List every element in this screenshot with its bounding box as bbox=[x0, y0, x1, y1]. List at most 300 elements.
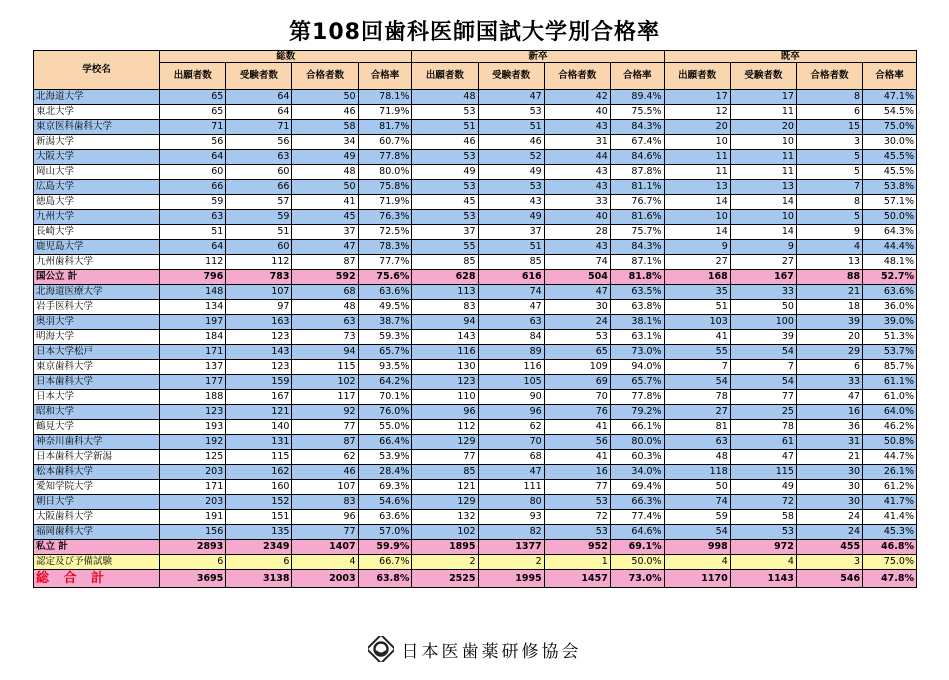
count-cell: 51 bbox=[412, 120, 478, 135]
pass-rate-cell: 45.5% bbox=[863, 165, 917, 180]
count-cell: 110 bbox=[412, 390, 478, 405]
count-cell: 107 bbox=[292, 480, 358, 495]
pass-rate-cell: 64.6% bbox=[610, 525, 664, 540]
school-name-cell: 長崎大学 bbox=[34, 225, 160, 240]
count-cell: 112 bbox=[412, 420, 478, 435]
count-cell: 6 bbox=[796, 360, 862, 375]
header-new-sub-1: 受験者数 bbox=[478, 63, 544, 90]
pass-rate-cell: 76.0% bbox=[358, 405, 412, 420]
count-cell: 972 bbox=[730, 540, 796, 555]
count-cell: 70 bbox=[478, 435, 544, 450]
count-cell: 45 bbox=[292, 210, 358, 225]
pass-rate-cell: 61.1% bbox=[863, 375, 917, 390]
count-cell: 129 bbox=[412, 495, 478, 510]
count-cell: 77 bbox=[412, 450, 478, 465]
pass-rate-cell: 66.3% bbox=[610, 495, 664, 510]
count-cell: 116 bbox=[478, 360, 544, 375]
table-row bbox=[34, 480, 917, 495]
pass-rate-cell: 38.7% bbox=[358, 315, 412, 330]
table-row bbox=[34, 555, 917, 570]
count-cell: 17 bbox=[730, 90, 796, 105]
count-cell: 30 bbox=[544, 300, 610, 315]
count-cell: 156 bbox=[160, 525, 226, 540]
count-cell: 66 bbox=[160, 180, 226, 195]
count-cell: 1457 bbox=[544, 570, 610, 588]
count-cell: 130 bbox=[412, 360, 478, 375]
count-cell: 203 bbox=[160, 495, 226, 510]
count-cell: 56 bbox=[226, 135, 292, 150]
school-name-cell: 認定及び予備試験 bbox=[34, 555, 160, 570]
count-cell: 49 bbox=[412, 165, 478, 180]
pass-rate-cell: 45.5% bbox=[863, 150, 917, 165]
count-cell: 27 bbox=[664, 255, 730, 270]
count-cell: 77 bbox=[730, 390, 796, 405]
count-cell: 64 bbox=[226, 90, 292, 105]
pass-rate-cell: 53.7% bbox=[863, 345, 917, 360]
count-cell: 47 bbox=[292, 240, 358, 255]
pass-rate-cell: 47.8% bbox=[863, 570, 917, 588]
count-cell: 60 bbox=[226, 165, 292, 180]
footer bbox=[0, 636, 949, 662]
pass-rate-cell: 79.2% bbox=[610, 405, 664, 420]
table-row bbox=[34, 345, 917, 360]
count-cell: 55 bbox=[412, 240, 478, 255]
count-cell: 592 bbox=[292, 270, 358, 285]
count-cell: 53 bbox=[544, 330, 610, 345]
count-cell: 103 bbox=[664, 315, 730, 330]
pass-rate-cell: 41.4% bbox=[863, 510, 917, 525]
count-cell: 177 bbox=[160, 375, 226, 390]
count-cell: 143 bbox=[226, 345, 292, 360]
pass-rate-cell: 81.7% bbox=[358, 120, 412, 135]
count-cell: 18 bbox=[796, 300, 862, 315]
count-cell: 203 bbox=[160, 465, 226, 480]
count-cell: 1170 bbox=[664, 570, 730, 588]
pass-rate-cell: 46.8% bbox=[863, 540, 917, 555]
count-cell: 10 bbox=[730, 210, 796, 225]
count-cell: 9 bbox=[664, 240, 730, 255]
count-cell: 49 bbox=[478, 210, 544, 225]
count-cell: 188 bbox=[160, 390, 226, 405]
count-cell: 90 bbox=[478, 390, 544, 405]
header-group-repeat: 既卒 bbox=[664, 51, 916, 63]
count-cell: 47 bbox=[730, 450, 796, 465]
pass-rate-cell: 59.9% bbox=[358, 540, 412, 555]
count-cell: 63 bbox=[160, 210, 226, 225]
count-cell: 33 bbox=[796, 375, 862, 390]
pass-rate-cell: 77.4% bbox=[610, 510, 664, 525]
count-cell: 60 bbox=[226, 240, 292, 255]
count-cell: 94 bbox=[412, 315, 478, 330]
count-cell: 9 bbox=[730, 240, 796, 255]
school-name-cell: 私立 計 bbox=[34, 540, 160, 555]
count-cell: 1895 bbox=[412, 540, 478, 555]
count-cell: 47 bbox=[796, 390, 862, 405]
org-name: 日本医歯薬研修協会 bbox=[401, 641, 582, 662]
header-total-sub-2: 合格者数 bbox=[292, 63, 358, 90]
school-name-cell: 神奈川歯科大学 bbox=[34, 435, 160, 450]
count-cell: 17 bbox=[664, 90, 730, 105]
count-cell: 39 bbox=[796, 315, 862, 330]
pass-rate-cell: 57.0% bbox=[358, 525, 412, 540]
count-cell: 50 bbox=[730, 300, 796, 315]
header-repeat-sub-2: 合格者数 bbox=[796, 63, 862, 90]
count-cell: 74 bbox=[544, 255, 610, 270]
count-cell: 50 bbox=[292, 90, 358, 105]
count-cell: 5 bbox=[796, 150, 862, 165]
count-cell: 71 bbox=[160, 120, 226, 135]
pass-rate-cell: 94.0% bbox=[610, 360, 664, 375]
table-row bbox=[34, 210, 917, 225]
pass-rate-cell: 64.3% bbox=[863, 225, 917, 240]
pass-rate-cell: 69.4% bbox=[610, 480, 664, 495]
count-cell: 163 bbox=[226, 315, 292, 330]
count-cell: 123 bbox=[226, 360, 292, 375]
pass-rate-cell: 50.0% bbox=[610, 555, 664, 570]
count-cell: 5 bbox=[796, 210, 862, 225]
count-cell: 148 bbox=[160, 285, 226, 300]
pass-rate-cell: 55.0% bbox=[358, 420, 412, 435]
count-cell: 135 bbox=[226, 525, 292, 540]
count-cell: 143 bbox=[412, 330, 478, 345]
count-cell: 115 bbox=[730, 465, 796, 480]
count-cell: 45 bbox=[412, 195, 478, 210]
count-cell: 27 bbox=[664, 405, 730, 420]
count-cell: 97 bbox=[226, 300, 292, 315]
pass-rate-cell: 70.1% bbox=[358, 390, 412, 405]
pass-rate-cell: 75.5% bbox=[610, 105, 664, 120]
count-cell: 53 bbox=[544, 495, 610, 510]
count-cell: 6 bbox=[226, 555, 292, 570]
pass-rate-cell: 30.0% bbox=[863, 135, 917, 150]
count-cell: 7 bbox=[730, 360, 796, 375]
count-cell: 52 bbox=[478, 150, 544, 165]
count-cell: 78 bbox=[664, 390, 730, 405]
pass-rate-cell: 75.7% bbox=[610, 225, 664, 240]
count-cell: 1377 bbox=[478, 540, 544, 555]
count-cell: 11 bbox=[730, 165, 796, 180]
sub-header-row bbox=[34, 63, 917, 90]
count-cell: 112 bbox=[160, 255, 226, 270]
count-cell: 51 bbox=[478, 120, 544, 135]
count-cell: 50 bbox=[292, 180, 358, 195]
header-repeat-sub-3: 合格率 bbox=[863, 63, 917, 90]
count-cell: 81 bbox=[664, 420, 730, 435]
count-cell: 72 bbox=[730, 495, 796, 510]
count-cell: 36 bbox=[796, 420, 862, 435]
count-cell: 4 bbox=[796, 240, 862, 255]
pass-rate-cell: 75.0% bbox=[863, 555, 917, 570]
pass-rate-cell: 60.3% bbox=[610, 450, 664, 465]
count-cell: 72 bbox=[544, 510, 610, 525]
count-cell: 123 bbox=[412, 375, 478, 390]
count-cell: 24 bbox=[544, 315, 610, 330]
school-name-cell: 九州歯科大学 bbox=[34, 255, 160, 270]
count-cell: 8 bbox=[796, 195, 862, 210]
count-cell: 70 bbox=[544, 390, 610, 405]
count-cell: 616 bbox=[478, 270, 544, 285]
count-cell: 151 bbox=[226, 510, 292, 525]
pass-rate-cell: 60.7% bbox=[358, 135, 412, 150]
count-cell: 58 bbox=[292, 120, 358, 135]
pass-rate-cell: 51.3% bbox=[863, 330, 917, 345]
count-cell: 25 bbox=[730, 405, 796, 420]
count-cell: 47 bbox=[544, 285, 610, 300]
count-cell: 1995 bbox=[478, 570, 544, 588]
count-cell: 41 bbox=[544, 420, 610, 435]
pass-rate-cell: 64.2% bbox=[358, 375, 412, 390]
count-cell: 20 bbox=[730, 120, 796, 135]
count-cell: 64 bbox=[226, 105, 292, 120]
count-cell: 42 bbox=[544, 90, 610, 105]
count-cell: 193 bbox=[160, 420, 226, 435]
count-cell: 78 bbox=[730, 420, 796, 435]
count-cell: 49 bbox=[292, 150, 358, 165]
count-cell: 109 bbox=[544, 360, 610, 375]
school-name-cell: 大阪大学 bbox=[34, 150, 160, 165]
count-cell: 132 bbox=[412, 510, 478, 525]
count-cell: 121 bbox=[412, 480, 478, 495]
school-name-cell: 福岡歯科大学 bbox=[34, 525, 160, 540]
table-row bbox=[34, 135, 917, 150]
pass-rate-cell: 69.3% bbox=[358, 480, 412, 495]
count-cell: 43 bbox=[478, 195, 544, 210]
count-cell: 783 bbox=[226, 270, 292, 285]
count-cell: 117 bbox=[292, 390, 358, 405]
count-cell: 51 bbox=[160, 225, 226, 240]
count-cell: 125 bbox=[160, 450, 226, 465]
pass-rate-cell: 63.8% bbox=[358, 570, 412, 588]
count-cell: 46 bbox=[292, 465, 358, 480]
count-cell: 4 bbox=[664, 555, 730, 570]
school-name-cell: 愛知学院大学 bbox=[34, 480, 160, 495]
pass-rate-cell: 41.7% bbox=[863, 495, 917, 510]
count-cell: 13 bbox=[796, 255, 862, 270]
pass-rate-cell: 76.3% bbox=[358, 210, 412, 225]
count-cell: 56 bbox=[544, 435, 610, 450]
pass-rate-cell: 47.1% bbox=[863, 90, 917, 105]
pass-rate-cell: 84.6% bbox=[610, 150, 664, 165]
pass-rate-cell: 75.6% bbox=[358, 270, 412, 285]
pass-rate-cell: 63.6% bbox=[358, 285, 412, 300]
count-cell: 41 bbox=[544, 450, 610, 465]
count-cell: 4 bbox=[292, 555, 358, 570]
count-cell: 20 bbox=[796, 330, 862, 345]
count-cell: 65 bbox=[544, 345, 610, 360]
count-cell: 46 bbox=[412, 135, 478, 150]
count-cell: 48 bbox=[664, 450, 730, 465]
count-cell: 59 bbox=[160, 195, 226, 210]
count-cell: 77 bbox=[292, 420, 358, 435]
pass-rate-cell: 73.0% bbox=[610, 570, 664, 588]
pass-rate-cell: 63.5% bbox=[610, 285, 664, 300]
count-cell: 2 bbox=[478, 555, 544, 570]
pass-rate-cell: 89.4% bbox=[610, 90, 664, 105]
count-cell: 160 bbox=[226, 480, 292, 495]
count-cell: 2349 bbox=[226, 540, 292, 555]
count-cell: 66 bbox=[226, 180, 292, 195]
count-cell: 14 bbox=[730, 195, 796, 210]
count-cell: 33 bbox=[730, 285, 796, 300]
count-cell: 65 bbox=[160, 90, 226, 105]
count-cell: 5 bbox=[796, 165, 862, 180]
pass-rate-cell: 84.3% bbox=[610, 240, 664, 255]
count-cell: 1143 bbox=[730, 570, 796, 588]
count-cell: 3138 bbox=[226, 570, 292, 588]
count-cell: 53 bbox=[730, 525, 796, 540]
table-row bbox=[34, 570, 917, 588]
pass-rate-cell: 66.1% bbox=[610, 420, 664, 435]
count-cell: 41 bbox=[664, 330, 730, 345]
count-cell: 63 bbox=[292, 315, 358, 330]
count-cell: 192 bbox=[160, 435, 226, 450]
count-cell: 82 bbox=[478, 525, 544, 540]
pass-rate-cell: 64.0% bbox=[863, 405, 917, 420]
table-row bbox=[34, 525, 917, 540]
count-cell: 73 bbox=[292, 330, 358, 345]
count-cell: 47 bbox=[478, 465, 544, 480]
count-cell: 197 bbox=[160, 315, 226, 330]
count-cell: 64 bbox=[160, 240, 226, 255]
pass-rate-cell: 65.7% bbox=[358, 345, 412, 360]
count-cell: 54 bbox=[664, 525, 730, 540]
count-cell: 76 bbox=[544, 405, 610, 420]
table-row bbox=[34, 360, 917, 375]
count-cell: 48 bbox=[412, 90, 478, 105]
count-cell: 30 bbox=[796, 465, 862, 480]
header-new-sub-3: 合格率 bbox=[610, 63, 664, 90]
count-cell: 62 bbox=[478, 420, 544, 435]
count-cell: 62 bbox=[292, 450, 358, 465]
count-cell: 30 bbox=[796, 495, 862, 510]
count-cell: 96 bbox=[412, 405, 478, 420]
count-cell: 53 bbox=[412, 210, 478, 225]
count-cell: 63 bbox=[226, 150, 292, 165]
count-cell: 15 bbox=[796, 120, 862, 135]
count-cell: 49 bbox=[730, 480, 796, 495]
count-cell: 96 bbox=[292, 510, 358, 525]
count-cell: 92 bbox=[292, 405, 358, 420]
table-row bbox=[34, 180, 917, 195]
count-cell: 31 bbox=[544, 135, 610, 150]
pass-rate-cell: 57.1% bbox=[863, 195, 917, 210]
school-name-cell: 朝日大学 bbox=[34, 495, 160, 510]
pass-rate-cell: 76.7% bbox=[610, 195, 664, 210]
count-cell: 115 bbox=[226, 450, 292, 465]
page-title: 第108回歯科医師国試大学別合格率 bbox=[289, 20, 660, 45]
count-cell: 121 bbox=[226, 405, 292, 420]
count-cell: 4 bbox=[730, 555, 796, 570]
pass-rate-cell: 71.9% bbox=[358, 195, 412, 210]
count-cell: 14 bbox=[664, 195, 730, 210]
school-name-cell: 徳島大学 bbox=[34, 195, 160, 210]
school-name-cell: 岡山大学 bbox=[34, 165, 160, 180]
count-cell: 134 bbox=[160, 300, 226, 315]
count-cell: 96 bbox=[478, 405, 544, 420]
count-cell: 131 bbox=[226, 435, 292, 450]
count-cell: 14 bbox=[664, 225, 730, 240]
count-cell: 3 bbox=[796, 555, 862, 570]
pass-rate-cell: 45.3% bbox=[863, 525, 917, 540]
school-name-cell: 日本歯科大学新潟 bbox=[34, 450, 160, 465]
pass-rate-cell: 87.8% bbox=[610, 165, 664, 180]
pass-rate-cell: 54.6% bbox=[358, 495, 412, 510]
pass-rate-cell: 50.8% bbox=[863, 435, 917, 450]
pass-rate-cell: 44.4% bbox=[863, 240, 917, 255]
count-cell: 30 bbox=[796, 480, 862, 495]
pass-rate-cell: 63.6% bbox=[358, 510, 412, 525]
pass-rate-cell: 65.7% bbox=[610, 375, 664, 390]
count-cell: 83 bbox=[292, 495, 358, 510]
school-name-cell: 鹿児島大学 bbox=[34, 240, 160, 255]
pass-rate-cell: 78.1% bbox=[358, 90, 412, 105]
school-name-cell: 東北大学 bbox=[34, 105, 160, 120]
pass-rate-cell: 39.0% bbox=[863, 315, 917, 330]
count-cell: 13 bbox=[730, 180, 796, 195]
count-cell: 11 bbox=[664, 165, 730, 180]
count-cell: 43 bbox=[544, 180, 610, 195]
pass-rate-cell: 71.9% bbox=[358, 105, 412, 120]
pass-rate-cell: 85.7% bbox=[863, 360, 917, 375]
school-name-cell: 鶴見大学 bbox=[34, 420, 160, 435]
school-name-cell: 日本大学松戸 bbox=[34, 345, 160, 360]
pass-rate-cell: 73.0% bbox=[610, 345, 664, 360]
count-cell: 46 bbox=[478, 135, 544, 150]
table-row bbox=[34, 150, 917, 165]
table-row bbox=[34, 390, 917, 405]
table-row bbox=[34, 285, 917, 300]
count-cell: 2003 bbox=[292, 570, 358, 588]
count-cell: 53 bbox=[478, 180, 544, 195]
pass-rate-cell: 61.2% bbox=[863, 480, 917, 495]
count-cell: 53 bbox=[412, 150, 478, 165]
school-name-cell: 総 合 計 bbox=[34, 570, 160, 588]
table-row bbox=[34, 270, 917, 285]
count-cell: 2 bbox=[412, 555, 478, 570]
count-cell: 796 bbox=[160, 270, 226, 285]
count-cell: 65 bbox=[160, 105, 226, 120]
count-cell: 43 bbox=[544, 240, 610, 255]
pass-rate-cell: 46.2% bbox=[863, 420, 917, 435]
count-cell: 24 bbox=[796, 525, 862, 540]
school-name-cell: 岩手医科大学 bbox=[34, 300, 160, 315]
count-cell: 43 bbox=[544, 120, 610, 135]
count-cell: 87 bbox=[292, 255, 358, 270]
count-cell: 57 bbox=[226, 195, 292, 210]
count-cell: 93 bbox=[478, 510, 544, 525]
count-cell: 31 bbox=[796, 435, 862, 450]
count-cell: 115 bbox=[292, 360, 358, 375]
table-row bbox=[34, 120, 917, 135]
table-row bbox=[34, 165, 917, 180]
pass-rate-cell: 81.6% bbox=[610, 210, 664, 225]
pass-rate-cell: 59.3% bbox=[358, 330, 412, 345]
header-new-sub-0: 出願者数 bbox=[412, 63, 478, 90]
count-cell: 100 bbox=[730, 315, 796, 330]
count-cell: 39 bbox=[730, 330, 796, 345]
header-school: 学校名 bbox=[34, 51, 160, 90]
pass-rate-cell: 77.8% bbox=[610, 390, 664, 405]
count-cell: 8 bbox=[796, 90, 862, 105]
pass-rate-cell: 66.4% bbox=[358, 435, 412, 450]
pass-rate-cell: 80.0% bbox=[610, 435, 664, 450]
count-cell: 14 bbox=[730, 225, 796, 240]
count-cell: 21 bbox=[796, 450, 862, 465]
table-row bbox=[34, 255, 917, 270]
count-cell: 64 bbox=[160, 150, 226, 165]
count-cell: 60 bbox=[160, 165, 226, 180]
count-cell: 41 bbox=[292, 195, 358, 210]
